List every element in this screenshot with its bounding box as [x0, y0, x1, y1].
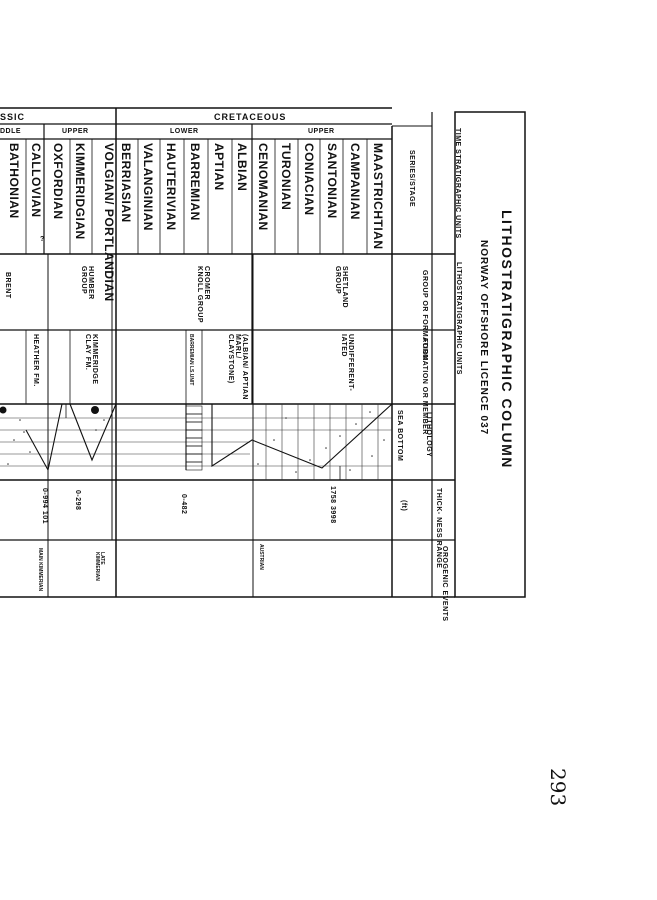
- stage-aptian: APTIAN: [212, 143, 226, 191]
- system-jurassic: SSIC: [0, 112, 26, 122]
- stage-campanian: CAMPANIAN: [348, 143, 362, 220]
- group-cromer-knoll: CROMER KNOLL GROUP: [196, 266, 210, 324]
- page-number: 293: [546, 768, 570, 807]
- formation-albian-aptian-marl: (ALBIAN/ APTIAN MARL/ CLAYSTONE): [227, 334, 248, 400]
- formation-heather: HEATHER FM.: [32, 334, 39, 387]
- stage-volgian-portlandian: VOLGIAN/ PORTLANDIAN: [102, 143, 116, 302]
- group-brent: BRENT: [4, 272, 11, 299]
- header-group-formation: GROUP OR FORMATION: [421, 270, 428, 361]
- stage-coniacian: CONIACIAN: [302, 143, 316, 216]
- stage-kimmeridgian: KIMMERIDGIAN: [73, 143, 87, 240]
- group-humber: HUMBER GROUP: [80, 266, 94, 300]
- header-thickness-unit: (ft): [400, 500, 407, 512]
- header-series-stage: SERIES/STAGE: [408, 150, 415, 208]
- series-middle-jurassic: DDLE: [0, 128, 22, 135]
- stage-valanginian: VALANGINIAN: [141, 143, 155, 231]
- formation-barremian-ls: BARREMIAN LS.UNIT: [188, 334, 194, 386]
- page-title: LITHOSTRATIGRAPHIC COLUMN: [499, 210, 515, 469]
- stage-maastrichtian: MAASTRICHTIAN: [371, 143, 385, 250]
- series-upper-cretaceous: UPPER: [308, 128, 335, 135]
- thickness-humber: 0-298: [74, 490, 81, 511]
- stage-callovian: CALLOVIAN: [29, 143, 43, 218]
- stage-turonian: TURONIAN: [279, 143, 293, 211]
- header-litho-units: LITHOSTRATIGRAPHIC UNITS: [455, 262, 462, 375]
- stage-barremian: BARREMIAN: [188, 143, 202, 221]
- thickness-heather: 0-994 101: [41, 488, 48, 525]
- formation-kimmeridge-clay: KIMMERIDGE CLAY FM.: [84, 334, 98, 385]
- nodule-marker: [91, 406, 99, 414]
- stage-oxfordian: OXFORDIAN: [51, 143, 65, 220]
- stage-albian: ALBIAN: [235, 143, 249, 192]
- stage-bathonian: BATHONIAN: [7, 143, 21, 219]
- stage-berriasian: BERRIASIAN: [119, 143, 133, 223]
- header-sea-bottom: SEA BOTTOM: [396, 410, 403, 462]
- series-upper-jurassic: UPPER: [62, 128, 89, 135]
- thickness-cromer: 0-482: [180, 494, 187, 515]
- header-lithology: LITHOLOGY: [425, 412, 432, 458]
- series-lower-cretaceous: LOWER: [170, 128, 199, 135]
- stage-cenomanian: CENOMANIAN: [256, 143, 270, 231]
- header-orogenic-events: OROGENIC EVENTS: [441, 546, 448, 622]
- nodule-marker: [0, 407, 7, 414]
- event-austrian: AUSTRIAN: [258, 544, 264, 570]
- header-formation-member: FORMATION OR MEMBER: [421, 338, 428, 435]
- stage-santonian: SANTONIAN: [325, 143, 339, 219]
- thickness-shetland: 1758 3998: [329, 486, 336, 524]
- header-time-units: TIME STRATIGRAPHIC UNITS: [454, 128, 461, 239]
- header-thickness: THICK- NESS RANGE: [435, 488, 442, 569]
- page-subtitle: NORWAY OFFSHORE LICENCE 037: [478, 240, 489, 436]
- formation-undifferentiated: UNDIFFERENT- IATED: [340, 334, 354, 392]
- system-cretaceous: CRETACEOUS: [214, 112, 287, 122]
- stage-hauterivian: HAUTERIVIAN: [164, 143, 178, 231]
- formation-uncertain-mark: ?: [40, 236, 45, 243]
- event-main-kimmerian: MAIN KIMMERIAN: [37, 548, 43, 592]
- event-late-kimmerian: LATE KIMMERIAN: [94, 552, 105, 581]
- group-shetland: SHETLAND GROUP: [334, 266, 348, 309]
